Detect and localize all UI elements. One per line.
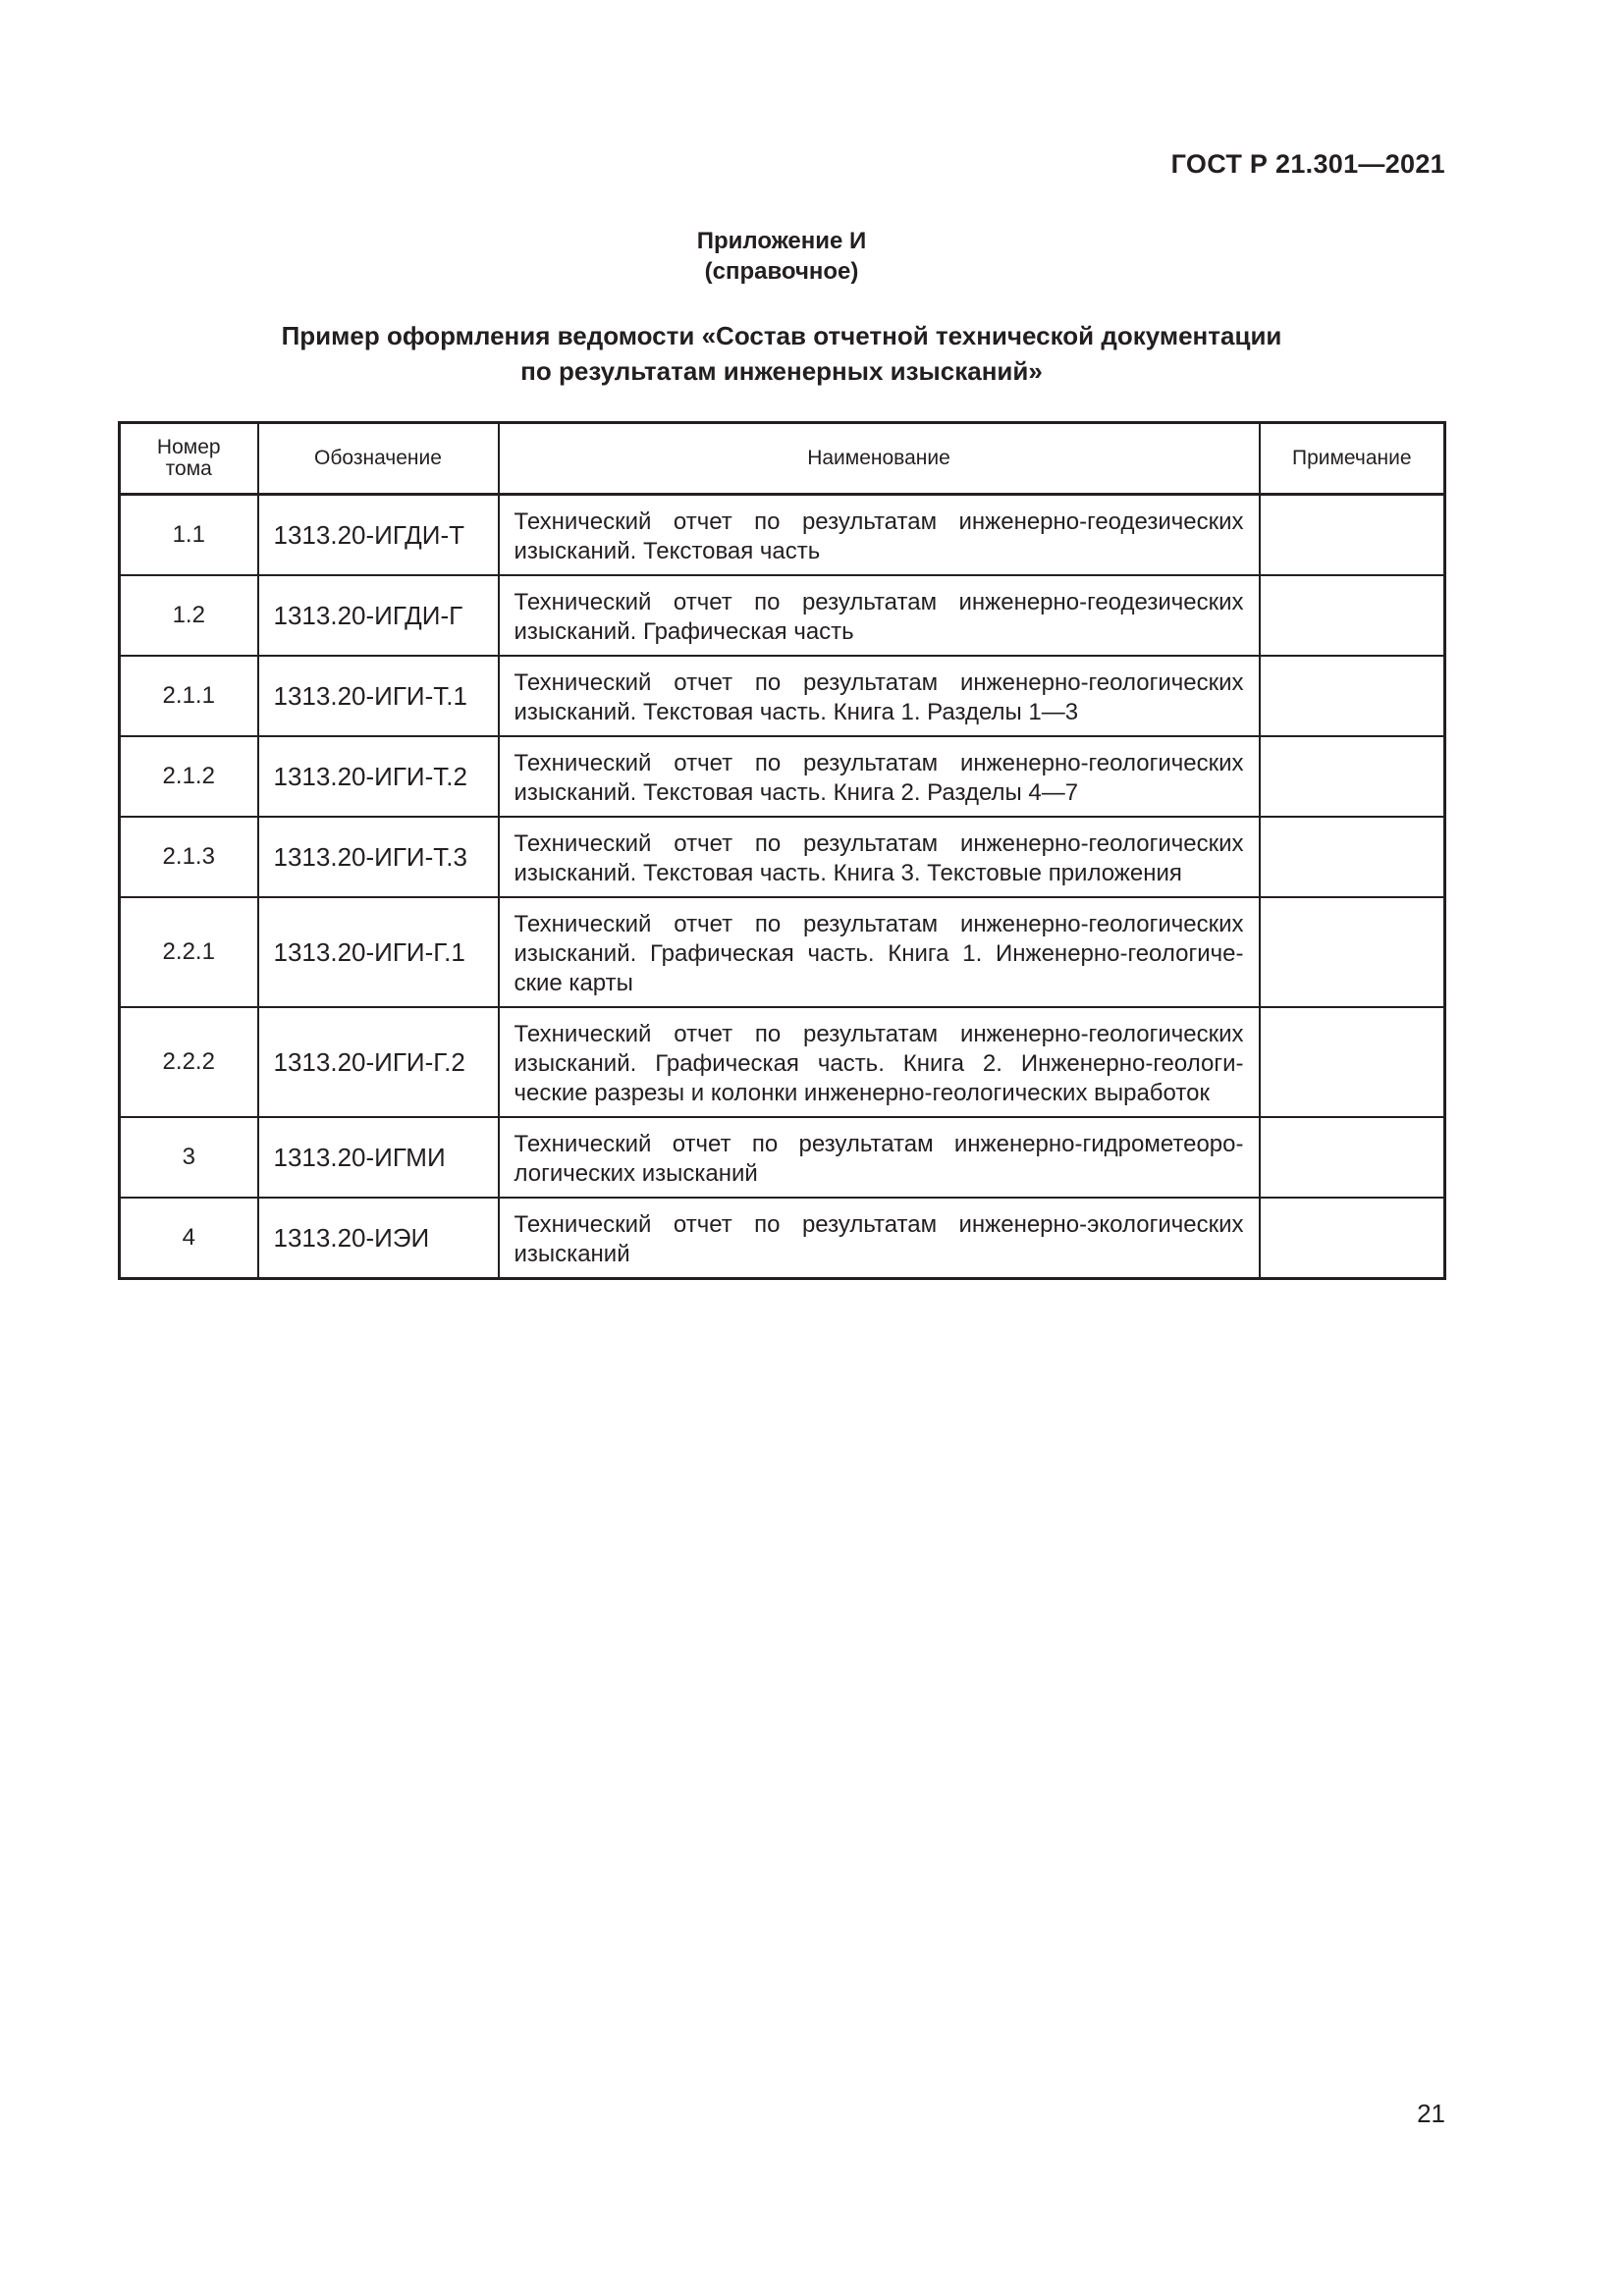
- column-header-name: Наименование: [499, 423, 1260, 495]
- appendix-heading: [0, 226, 1563, 287]
- column-header-volume: Номер тома: [120, 423, 258, 495]
- documentation-table: [118, 421, 1446, 1280]
- table-row: [120, 897, 1445, 1007]
- note-cell: [1260, 495, 1445, 576]
- designation-cell: 1313.20-ИГМИ: [258, 1117, 499, 1198]
- note-cell: [1260, 656, 1445, 736]
- volume-cell: 3: [120, 1117, 258, 1198]
- document-title-line-2: по результатам инженерных изысканий»: [520, 356, 1043, 386]
- page-number: 21: [1417, 2099, 1445, 2128]
- designation-cell: 1313.20-ИГИ-Т.3: [258, 817, 499, 897]
- note-cell: [1260, 736, 1445, 817]
- column-header-note: Примечание: [1260, 423, 1445, 495]
- table-row: [120, 1198, 1445, 1279]
- table-row: [120, 817, 1445, 897]
- volume-cell: 1.1: [120, 495, 258, 576]
- designation-cell: 1313.20-ИГИ-Т.2: [258, 736, 499, 817]
- designation-cell: 1313.20-ИГИ-Т.1: [258, 656, 499, 736]
- appendix-status: (справочное): [704, 258, 859, 285]
- note-cell: [1260, 575, 1445, 656]
- standard-code: ГОСТ Р 21.301—2021: [1170, 149, 1445, 179]
- name-cell: Технический отчет по результатам инженерно-геологических изысканий. Графическая часть. Книга 1. Инженерно-геологиче-ские карты: [499, 897, 1260, 1007]
- note-cell: [1260, 897, 1445, 1007]
- name-cell: Технический отчет по результатам инженерно-геологических изысканий. Текстовая часть. Книга 3. Текстовые приложения: [499, 817, 1260, 897]
- name-cell: Технический отчет по результатам инженерно-гидрометеоро-логических изысканий: [499, 1117, 1260, 1198]
- note-cell: [1260, 1117, 1445, 1198]
- table-row: [120, 495, 1445, 576]
- table-row: [120, 1007, 1445, 1117]
- note-cell: [1260, 1198, 1445, 1279]
- volume-cell: 4: [120, 1198, 258, 1279]
- document-title-line-1: Пример оформления ведомости «Состав отчетной технической документации: [281, 321, 1282, 350]
- name-cell: Технический отчет по результатам инженерно-геодезических изысканий. Графическая часть: [499, 575, 1260, 656]
- name-cell: Технический отчет по результатам инженерно-экологических изысканий: [499, 1198, 1260, 1279]
- designation-cell: 1313.20-ИГДИ-Т: [258, 495, 499, 576]
- volume-cell: 2.1.1: [120, 656, 258, 736]
- table-row: [120, 736, 1445, 817]
- appendix-title: Приложение И: [696, 228, 867, 254]
- name-cell: Технический отчет по результатам инженерно-геодезических изысканий. Текстовая часть: [499, 495, 1260, 576]
- name-cell: Технический отчет по результатам инженерно-геологических изысканий. Текстовая часть. Книга 1. Разделы 1—3: [499, 656, 1260, 736]
- note-cell: [1260, 817, 1445, 897]
- note-cell: [1260, 1007, 1445, 1117]
- column-header-designation: Обозначение: [258, 423, 499, 495]
- table-row: [120, 1117, 1445, 1198]
- table-row: [120, 656, 1445, 736]
- volume-cell: 2.2.2: [120, 1007, 258, 1117]
- volume-cell: 2.1.3: [120, 817, 258, 897]
- volume-cell: 2.2.1: [120, 897, 258, 1007]
- designation-cell: 1313.20-ИГИ-Г.1: [258, 897, 499, 1007]
- volume-cell: 2.1.2: [120, 736, 258, 817]
- designation-cell: 1313.20-ИЭИ: [258, 1198, 499, 1279]
- volume-cell: 1.2: [120, 575, 258, 656]
- document-title: [0, 318, 1563, 389]
- table-row: [120, 575, 1445, 656]
- name-cell: Технический отчет по результатам инженерно-геологических изысканий. Графическая часть. Книга 2. Инженерно-геологи-ческие разрезы и колонки инженерно-геологических выработок: [499, 1007, 1260, 1117]
- designation-cell: 1313.20-ИГДИ-Г: [258, 575, 499, 656]
- table-header-row: [120, 423, 1445, 495]
- designation-cell: 1313.20-ИГИ-Г.2: [258, 1007, 499, 1117]
- name-cell: Технический отчет по результатам инженерно-геологических изысканий. Текстовая часть. Книга 2. Разделы 4—7: [499, 736, 1260, 817]
